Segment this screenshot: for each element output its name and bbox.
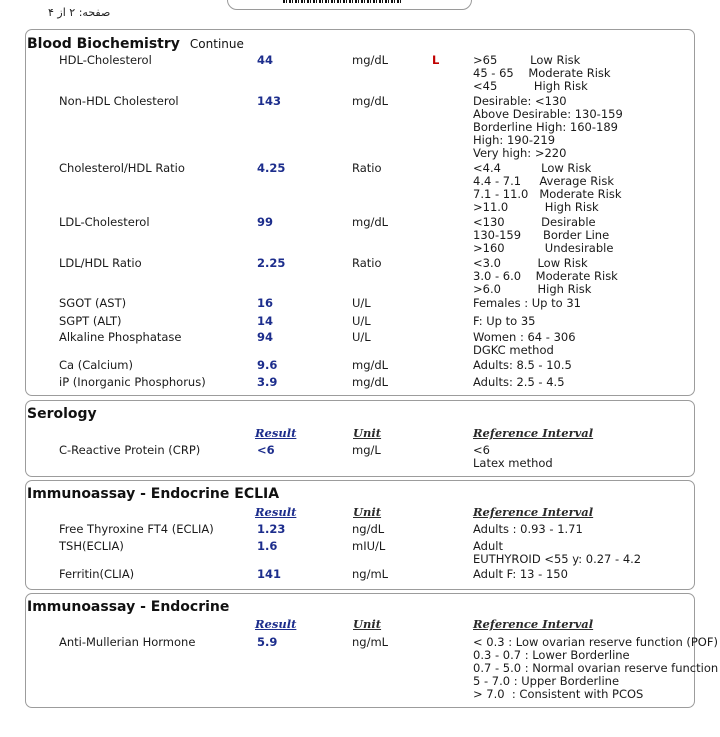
reference-interval: < 0.3 : Low ovarian reserve function (POF) 0.3 - 0.7 : Lower Borderline 0.7 - 5.0 : Normal ovarian reserve function 5 - 7.0 : Upper Borderline > 7.0 : Consistent with PCOS bbox=[473, 635, 719, 701]
test-result: 141 bbox=[257, 567, 282, 581]
test-unit: U/L bbox=[352, 296, 371, 310]
test-result: 9.6 bbox=[257, 358, 278, 372]
test-name: C-Reactive Protein (CRP) bbox=[59, 443, 201, 457]
test-result: 4.25 bbox=[257, 161, 286, 175]
page-number: صفحه: ۲ از ۴ bbox=[48, 6, 111, 19]
test-name: Ca (Calcium) bbox=[59, 358, 133, 372]
column-header-reference: Reference Interval bbox=[473, 426, 594, 440]
test-name: SGPT (ALT) bbox=[59, 314, 122, 328]
reference-interval: Desirable: <130 Above Desirable: 130-159 Borderline High: 160-189 High: 190-219 Very high: >220 bbox=[473, 94, 623, 160]
section-immunoassay-eclia bbox=[25, 480, 695, 590]
test-unit: mIU/L bbox=[352, 539, 386, 553]
barcode bbox=[283, 0, 403, 3]
reference-interval: Adult F: 13 - 150 bbox=[473, 567, 568, 581]
test-result: 1.6 bbox=[257, 539, 278, 553]
test-result: 16 bbox=[257, 296, 274, 310]
test-name: HDL-Cholesterol bbox=[59, 53, 152, 67]
test-name: TSH(ECLIA) bbox=[59, 539, 124, 553]
section-title: Blood Biochemistry Continue bbox=[27, 36, 244, 52]
reference-interval: F: Up to 35 bbox=[473, 314, 536, 328]
reference-interval: <4.4 Low Risk 4.4 - 7.1 Average Risk 7.1 - 11.0 Moderate Risk >11.0 High Risk bbox=[473, 161, 622, 214]
column-header-result: Result bbox=[255, 505, 297, 519]
test-result: 5.9 bbox=[257, 635, 278, 649]
reference-interval: Women : 64 - 306 DGKC method bbox=[473, 330, 576, 357]
reference-interval: <3.0 Low Risk 3.0 - 6.0 Moderate Risk >6.0 High Risk bbox=[473, 256, 618, 296]
test-result: <6 bbox=[257, 443, 275, 457]
test-result: 143 bbox=[257, 94, 282, 108]
reference-interval: <6 Latex method bbox=[473, 443, 553, 470]
section-title: Serology bbox=[27, 406, 97, 422]
test-name: Free Thyroxine FT4 (ECLIA) bbox=[59, 522, 214, 536]
column-header-result: Result bbox=[255, 617, 297, 631]
column-header-reference: Reference Interval bbox=[473, 617, 594, 631]
test-unit: mg/dL bbox=[352, 375, 389, 389]
test-name: Anti-Mullerian Hormone bbox=[59, 635, 196, 649]
test-unit: mg/dL bbox=[352, 53, 389, 67]
column-header-reference: Reference Interval bbox=[473, 505, 594, 519]
column-header-unit: Unit bbox=[353, 426, 382, 440]
test-unit: mg/L bbox=[352, 443, 381, 457]
test-result: 2.25 bbox=[257, 256, 286, 270]
test-name: Alkaline Phosphatase bbox=[59, 330, 182, 344]
test-name: SGOT (AST) bbox=[59, 296, 127, 310]
reference-interval: Adults: 2.5 - 4.5 bbox=[473, 375, 565, 389]
reference-interval: <130 Desirable 130-159 Border Line >160 Undesirable bbox=[473, 215, 614, 255]
reference-interval: Females : Up to 31 bbox=[473, 296, 581, 310]
test-unit: mg/dL bbox=[352, 215, 389, 229]
section-title: Immunoassay - Endocrine bbox=[27, 599, 230, 615]
test-unit: U/L bbox=[352, 330, 371, 344]
test-unit: Ratio bbox=[352, 161, 382, 175]
test-result: 44 bbox=[257, 53, 274, 67]
reference-interval: >65 Low Risk 45 - 65 Moderate Risk <45 High Risk bbox=[473, 53, 611, 93]
test-name: LDL/HDL Ratio bbox=[59, 256, 142, 270]
test-unit: ng/mL bbox=[352, 635, 389, 649]
column-header-unit: Unit bbox=[353, 617, 382, 631]
section-immunoassay-endocrine bbox=[25, 593, 719, 708]
column-header-result: Result bbox=[255, 426, 297, 440]
test-name: Cholesterol/HDL Ratio bbox=[59, 161, 185, 175]
test-unit: ng/mL bbox=[352, 567, 389, 581]
column-header-unit: Unit bbox=[353, 505, 382, 519]
test-result: 1.23 bbox=[257, 522, 286, 536]
reference-interval: Adults : 0.93 - 1.71 bbox=[473, 522, 583, 536]
section-title: Immunoassay - Endocrine ECLIA bbox=[27, 486, 280, 502]
test-name: LDL-Cholesterol bbox=[59, 215, 150, 229]
test-unit: mg/dL bbox=[352, 94, 389, 108]
test-unit: U/L bbox=[352, 314, 371, 328]
section-serology bbox=[25, 400, 695, 477]
abnormal-flag: L bbox=[432, 53, 440, 67]
test-name: Non-HDL Cholesterol bbox=[59, 94, 179, 108]
section-blood-biochemistry bbox=[25, 29, 695, 396]
test-name: iP (Inorganic Phosphorus) bbox=[59, 375, 206, 389]
test-result: 99 bbox=[257, 215, 274, 229]
reference-interval: Adult EUTHYROID <55 y: 0.27 - 4.2 bbox=[473, 539, 642, 566]
reference-interval: Adults: 8.5 - 10.5 bbox=[473, 358, 572, 372]
test-unit: Ratio bbox=[352, 256, 382, 270]
test-result: 3.9 bbox=[257, 375, 278, 389]
test-result: 94 bbox=[257, 330, 274, 344]
continue-label: Continue bbox=[189, 37, 244, 51]
test-unit: mg/dL bbox=[352, 358, 389, 372]
test-name: Ferritin(CLIA) bbox=[59, 567, 135, 581]
test-unit: ng/dL bbox=[352, 522, 385, 536]
test-result: 14 bbox=[257, 314, 274, 328]
